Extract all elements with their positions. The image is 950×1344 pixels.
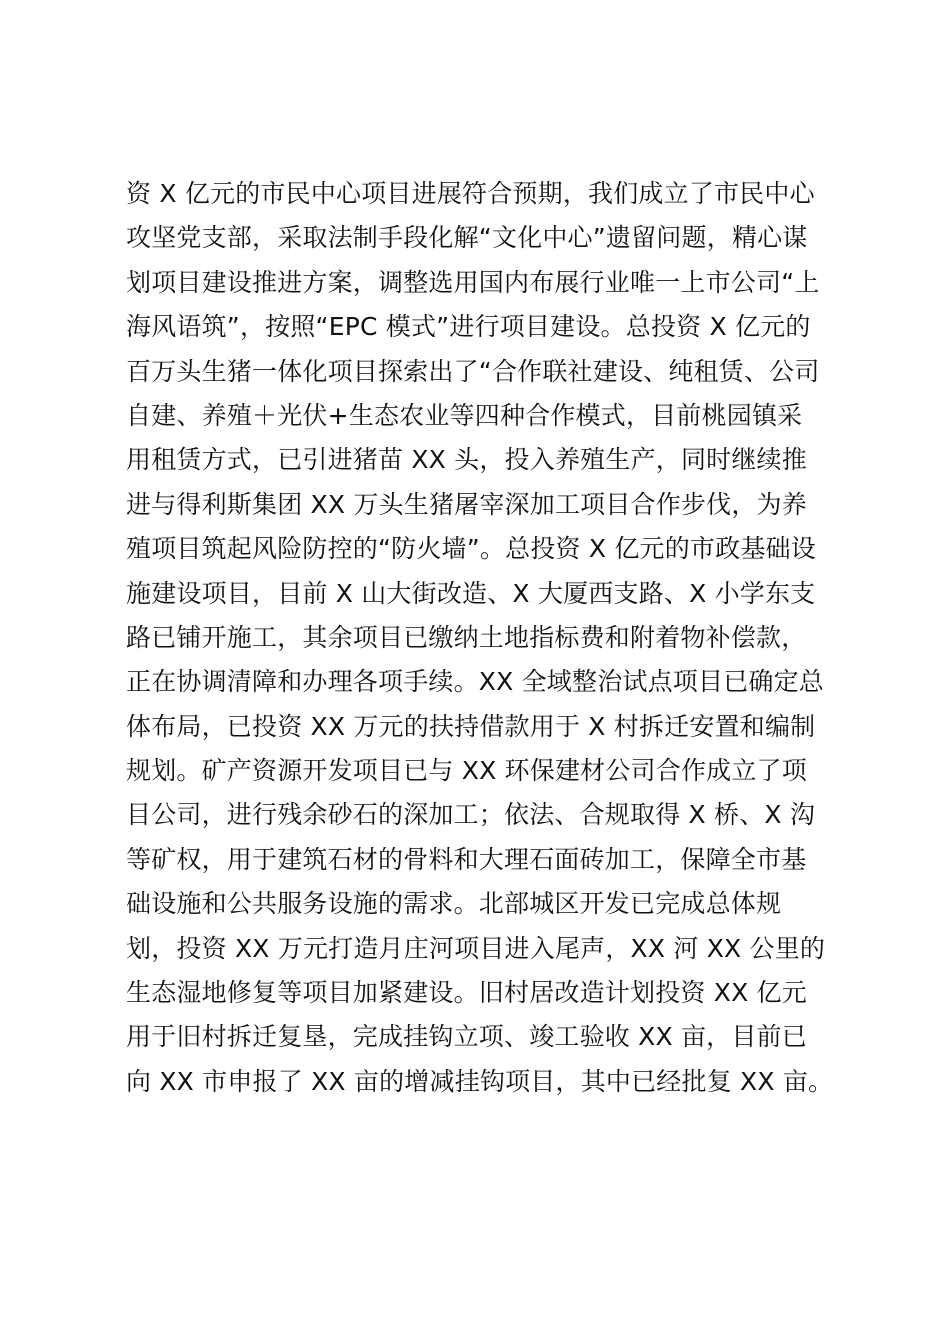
text-line: 生态湿地修复等项目加紧建设。旧村居改造计划投资 XX 亿元: [126, 978, 807, 1008]
text-line: 划，投资 XX 万元打造月庄河项目进入尾声，XX 河 XX 公里的: [126, 933, 826, 963]
text-line: 进与得利斯集团 XX 万头生猪屠宰深加工项目合作步伐，为养: [126, 489, 807, 519]
text-line: 施建设项目，目前 X 山大街改造、X 大厦西支路、X 小学东支: [126, 578, 816, 608]
text-line: 用租赁方式，已引进猪苗 XX 头，投入养殖生产，同时继续推: [126, 445, 807, 475]
text-line: 百万头生猪一体化项目探索出了“合作联社建设、纯租赁、公司: [126, 356, 820, 386]
text-line: 用于旧村拆迁复垦，完成挂钩立项、竣工验收 XX 亩，目前已: [126, 1022, 807, 1052]
text-line: 础设施和公共服务设施的需求。北部城区开发已完成总体规: [126, 889, 782, 919]
text-line: 自建、养殖＋光伏+生态农业等四种合作模式，目前桃园镇采: [126, 400, 803, 430]
text-line: 等矿权，用于建筑石材的骨料和大理石面砖加工，保障全市基: [126, 844, 807, 874]
body-paragraph: [126, 172, 846, 1104]
text-line: 正在协调清障和办理各项手续。XX 全域整治试点项目已确定总: [126, 667, 825, 697]
text-line: 攻坚党支部，采取法制手段化解“文化中心”遗留问题，精心谋: [126, 223, 808, 253]
text-line: 划项目建设推进方案，调整选用国内布展行业唯一上市公司“上: [126, 267, 820, 297]
text-line: 路已铺开施工，其余项目已缴纳土地指标费和附着物补偿款，: [126, 622, 807, 652]
text-line: 向 XX 市申报了 XX 亩的增减挂钩项目，其中已经批复 XX 亩。: [126, 1066, 834, 1096]
text-line: 海风语筑”，按照“EPC 模式”进行项目建设。总投资 X 亿元的: [126, 312, 811, 342]
text-line: 规划。矿产资源开发项目已与 XX 环保建材公司合作成立了项: [126, 756, 807, 786]
text-line: 体布局，已投资 XX 万元的扶持借款用于 X 村拆迁安置和编制: [126, 711, 816, 741]
text-line: 资 X 亿元的市民中心项目进展符合预期，我们成立了市民中心: [126, 179, 815, 208]
text-line: 殖项目筑起风险防控的“防火墙”。总投资 X 亿元的市政基础设: [126, 534, 816, 564]
text-line: 目公司，进行残余砂石的深加工；依法、合规取得 X 桥、X 沟: [126, 800, 816, 830]
